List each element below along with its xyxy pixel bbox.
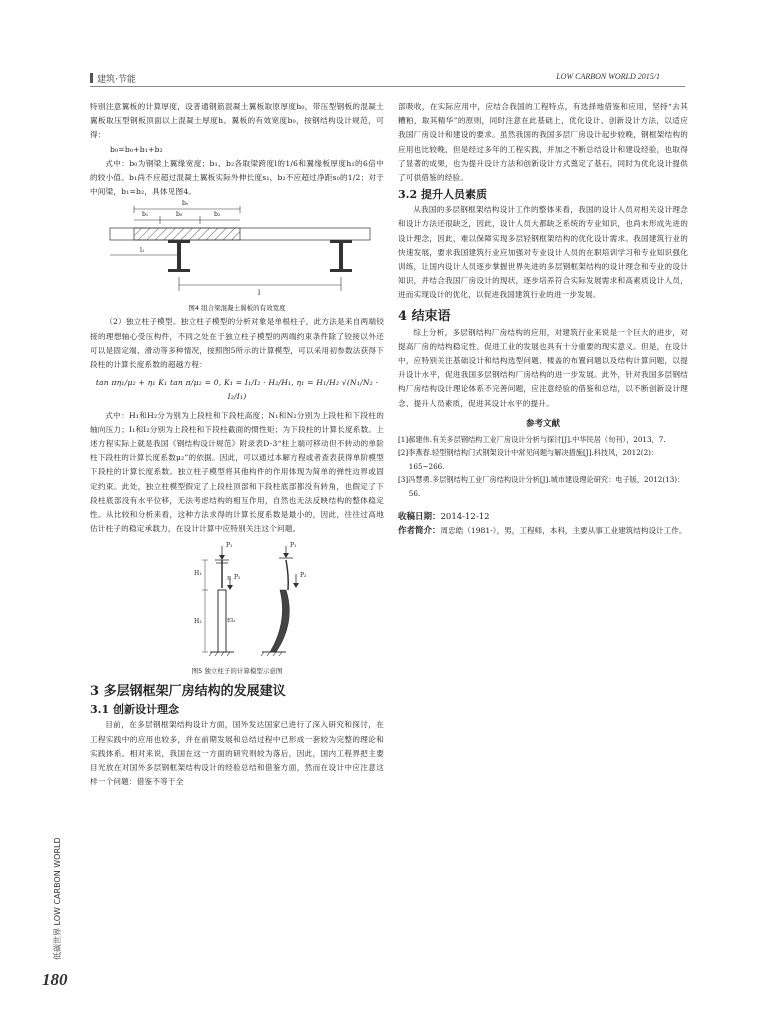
author-label: 作者简介： (398, 526, 441, 537)
section-header (90, 72, 136, 85)
label-l1: l₁ (140, 247, 145, 255)
paragraph: 式中：b₀为钢梁上翼缘宽度；b₁、b₂各取梁跨度l的1/6和翼缘板厚度h₁的6倍中的较小值。b₁尚不应超过混凝土翼板实际外伸长度s₁，b₂不应超过净距s₀的1/2；对于中间梁，b₁=b₂，具体见图4。 (90, 158, 384, 197)
paragraph: 部吸收，在实际应用中，应结合我国的工程特点，有选择地借鉴和应用，坚持“去其糟粕，取其精华”的原则，同时注意在此基础上，优化设计、创新设计方法，以适应我国厂房设计和建设的要求。虽然我国的我国多层厂房设计起步较晚，钢框架结构的应用也比较晚，但是经过多年的工程实践，并加之不断总结设计和建设经验，也取得了显著的成果，也为提升设计方法和创新设计方式奠定了基石，同时为优化设计提供了可供借鉴的经验。 (398, 102, 688, 183)
section-label: 建筑·节能 (97, 75, 136, 85)
paragraph: 综上分析，多层钢结构厂房结构的应用，对建筑行业来说是一个巨大的进步，对提高厂房的结构稳定性、促进工业的发展也具有十分重要的现实意义。但是，在设计中，应特别关注基础设计和结构选型问题、楼盖的布置问题以及结构计算问题，以提升设计水平，促进我国多层钢结构厂房结构的进一步发展。此外，针对我国多层钢结构厂房结构设计理论体系不完善问题，应注意经验的借鉴和总结，以不断创新设计理念、提升人员素质，促进其设计水平的提升。 (398, 327, 688, 408)
left-column (90, 100, 384, 789)
section-4-title: 4 结束语 (398, 308, 451, 324)
formula-effective-width: b₀=b₀+b₁+b₂ (110, 144, 163, 154)
reference-item: [2]李燕春.轻型钢结构门式钢架设计中常见问题与解决措施[J].科技风，2012(2)：165~266. (398, 448, 659, 471)
label-p2-right: P₂ (300, 572, 307, 580)
author-value: 周忠皓（1981-），男，工程师，本科，主要从事工业建筑结构设计工作。 (440, 526, 687, 536)
label-p1-left: P₁ (226, 542, 233, 550)
paragraph: 从我国的多层钢框架结构设计工作的整体来看，我国的设计人员对相关设计理念和设计方法还很缺乏，因此，设计人员大都缺乏系统的专业知识，也尚未形成先进的设计理念，因此，难以保障实现多层轻钢框架结构的优化设计需求。我国建筑行业的快速发展，要求我国建筑行业应加强对专业设计人员的在职培训学习和专业知识强化训练，让国内设计人员逐步掌握世界先进的多层钢框架结构的设计理念和专业的设计知识，并结合我国厂房设计的现状，逐步培养符合实际发展需求和高素质设计人员，进而实现设计的优化，以促进我国建筑行业的进一步发展。 (398, 205, 688, 300)
figure-5-caption: 图5 独立柱子的计算模型示意图 (191, 667, 283, 676)
label-i1: I₁ (227, 576, 232, 583)
label-l: l (258, 289, 261, 298)
paragraph: 目前，在多层钢框架结构设计方面，国外发达国家已进行了深入研究和探讨，在工程实践中的应用也较多，并在前期发展和总结过程中已形成一套较为完整的理论和实践体系。相对来说，我国在这一方面的研究则较为落后，因此，国内工程界把主要目光放在对国外多层钢框架结构设计的经验总结和借鉴方面，然而在设计中应注意这样一个问题：借鉴不等于全 (90, 720, 384, 787)
label-p2-left: P₂ (234, 574, 241, 582)
composite-beam-diagram (90, 203, 384, 303)
header-rule (90, 86, 685, 87)
header-bar-icon (90, 73, 93, 83)
label-h2: H₂ (194, 618, 202, 626)
column-model-diagram (90, 542, 384, 666)
label-h1: H₁ (194, 570, 202, 578)
page-number: 180 (42, 970, 68, 989)
label-b2: b₂ (214, 211, 221, 219)
label-be: bₑ (182, 200, 189, 208)
received-date (398, 510, 688, 524)
journal-header: LOW CARBON WORLD 2015/1 (556, 72, 660, 81)
received-label: 收稿日期： (398, 512, 441, 523)
label-b0: b₀ (176, 211, 183, 219)
paragraph: 式中：H₁和H₂分为别为上段柱和下段柱高度；N₁和N₂分别为上段柱和下段柱的轴向压力；I₁和I₂分别为上段柱和下段柱截面的惯性矩；为下段柱的计算长度系数。上述方程实际上就是我国《钢结构设计规范》附录表D-3“柱上端可移动但不转动的单阶柱下段柱的计算长度系数μ₂”的依据。因此，可以通过本解方程或者查表获得单阶模型下段柱的计算长度系数。独立柱子模型将其他构件的作用体现为简单的弹性边界或固定约束。此处，独立柱模型假定了上段柱顶部和下段柱底部都没有转角，也假定了下段柱底部没有水平位移，无法考虑结构的相互作用，自然也无法反映结构的整体稳定性。从比较和分析来看，这种方法求得的计算长度系数是最小的，因此，往往过高地估计柱子的稳定承载力，在设计计算中应特别关注这个问题。 (90, 410, 384, 534)
section-3-1-title: 3.1 创新设计理念 (90, 703, 179, 717)
label-p1-right: P₁ (290, 542, 297, 550)
paragraph: 特别注意翼板的计算厚度，设普通钢筋混凝土翼板取原厚度h₀，带压型钢板的混凝土翼板取压型钢板顶面以上混凝土厚度h。翼板的有效宽度b₀，按钢结构设计规范，可得： (90, 102, 384, 140)
formula-transcendental: tan πη₁/μ₂ + η₁ K₁ tan π/μ₂ = 0, K₁ = I₁/I₂ · H₂/H₁, η₁ = H₁/H₂ √(N₁/N₂ · I₂/I₁) (95, 378, 379, 402)
author-bio (398, 524, 688, 538)
references-title: 参考文献 (525, 418, 560, 429)
side-journal-name: 低碳世界 LOW CARBON WORLD (53, 837, 62, 960)
figure-4 (90, 200, 384, 315)
reference-item: [3]冯慧勇.多层钢结构工业厂房结构设计分析[J].城市建设理论研究：电子版，2012(13)：56. (398, 475, 685, 498)
label-b1: b₁ (142, 211, 149, 219)
paragraph: （2）独立柱子模型。独立柱子模型的分析对象是单根柱子，此方法是来自两端铰接的理想轴心受压构件，不同之处在于独立柱子模型的两端约束条件除了铰接以外还可以是固定端、滑动等多种情况，按照图5所示的计算模型，可以采用初参数法获得下段柱的计算长度系数的超越方程： (90, 317, 384, 370)
received-value: 2014-12-12 (440, 512, 490, 523)
reference-item: [1]郝建伟.有关多层钢结构工业厂房设计分析与探讨[J].中华民居（旬刊），2013，7. (398, 434, 666, 444)
label-ei2: EI₂ (227, 618, 236, 625)
right-column (398, 100, 688, 538)
figure-5 (90, 542, 384, 678)
section-3-2-title: 3.2 提升人员素质 (398, 188, 487, 202)
figure-4-caption: 图4 组合梁混凝土翼板的有效宽度 (188, 304, 286, 313)
section-3-title: 3 多层钢框架厂房结构的发展建议 (90, 684, 286, 700)
